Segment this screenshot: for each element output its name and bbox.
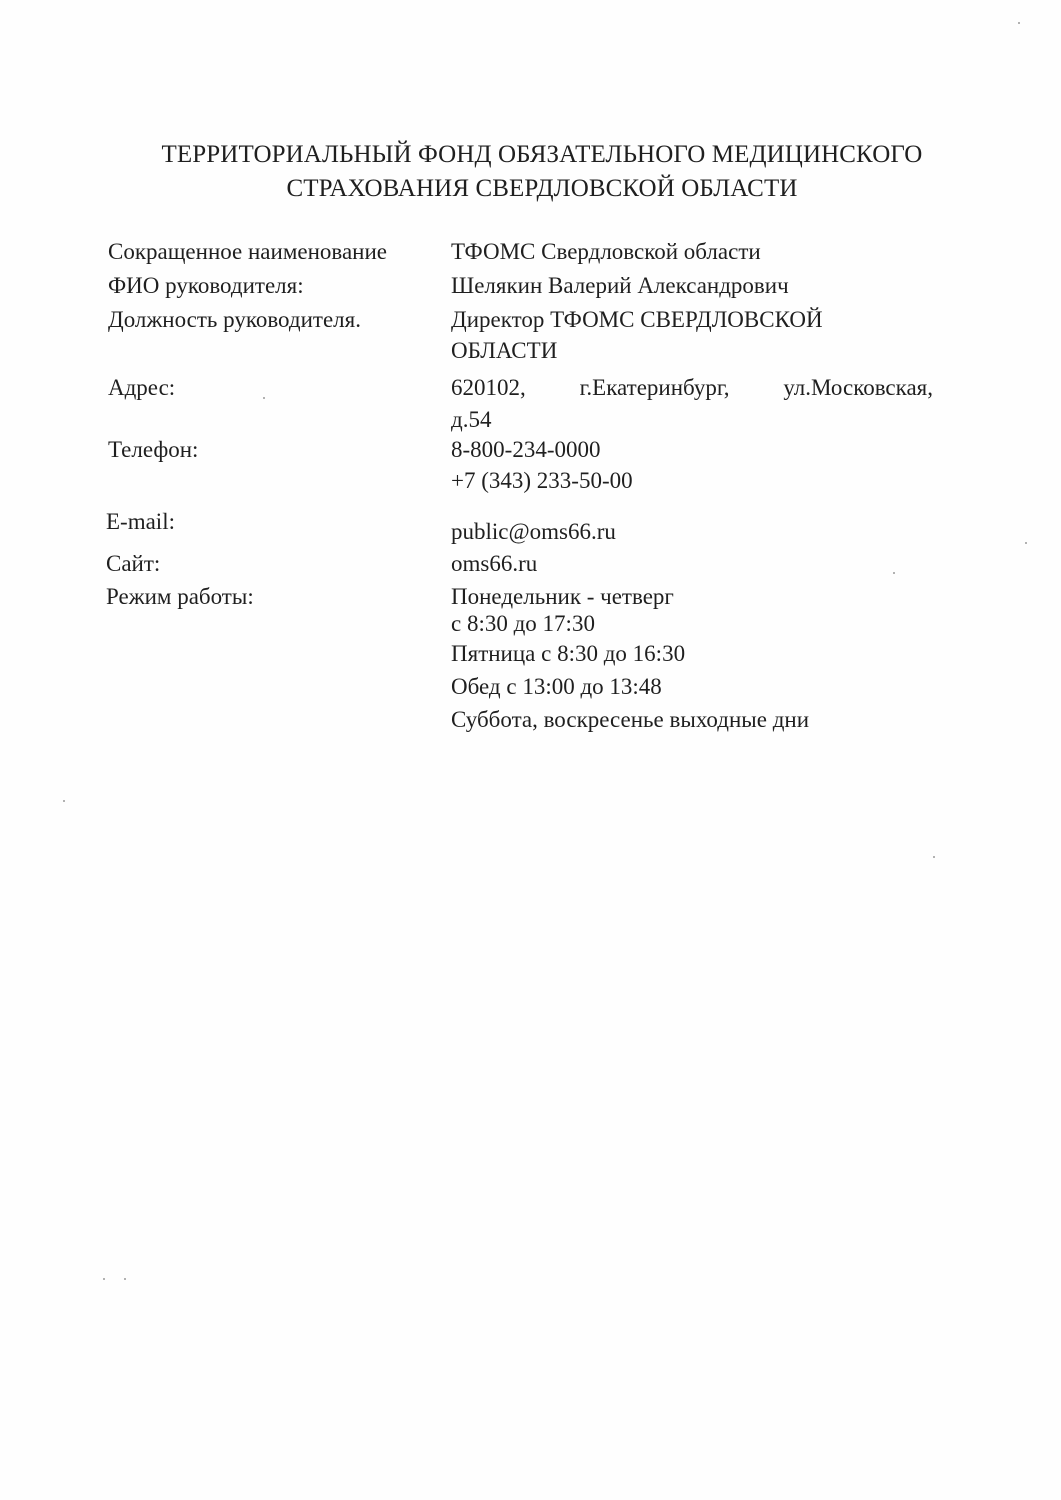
scan-speck [63, 800, 65, 802]
address-value [451, 372, 933, 436]
director-position-value-line-1: Директор ТФОМС СВЕРДЛОВСКОЙ [451, 307, 823, 332]
schedule-line-1: Понедельник - четверг [451, 584, 674, 609]
schedule-label: Режим работы: [106, 584, 254, 609]
address-label: Адрес: [108, 375, 176, 400]
scan-speck [263, 397, 265, 399]
scan-speck [893, 572, 895, 574]
scan-speck [1018, 22, 1020, 24]
address-value-line-1 [451, 372, 933, 404]
schedule-line-3: Пятница с 8:30 до 16:30 [451, 641, 686, 666]
email-label: E-mail: [106, 509, 175, 534]
scan-speck [124, 1278, 126, 1280]
phone-label: Телефон: [108, 437, 199, 462]
schedule-line-5: Суббота, воскресенье выходные дни [451, 707, 810, 732]
director-position-value-line-2: ОБЛАСТИ [451, 338, 558, 363]
director-position-label: Должность руководителя. [108, 307, 361, 332]
address-postal-code: 620102, [451, 375, 526, 400]
document-title-line-2: СТРАХОВАНИЯ СВЕРДЛОВСКОЙ ОБЛАСТИ [286, 175, 798, 202]
short-name-label: Сокращенное наименование [108, 239, 387, 264]
scan-speck [933, 856, 935, 858]
scan-speck [103, 1278, 105, 1280]
address-city: г.Екатеринбург, [579, 375, 730, 400]
short-name-value: ТФОМС Свердловской области [451, 239, 761, 264]
address-street: ул.Московская, [783, 375, 933, 400]
address-value-line-2: д.54 [451, 407, 492, 432]
site-value: oms66.ru [451, 551, 538, 576]
scan-speck [1025, 542, 1027, 544]
phone-value-line-2: +7 (343) 233-50-00 [451, 468, 633, 493]
director-name-value: Шелякин Валерий Александрович [451, 273, 789, 298]
director-name-label: ФИО руководителя: [108, 273, 304, 298]
schedule-line-2: с 8:30 до 17:30 [451, 611, 595, 636]
email-value: public@oms66.ru [451, 519, 616, 544]
schedule-line-4: Обед с 13:00 до 13:48 [451, 674, 662, 699]
document-title-line-1: ТЕРРИТОРИАЛЬНЫЙ ФОНД ОБЯЗАТЕЛЬНОГО МЕДИЦИНСКОГО [161, 141, 923, 168]
site-label: Сайт: [106, 551, 161, 576]
phone-value-line-1: 8-800-234-0000 [451, 437, 601, 462]
